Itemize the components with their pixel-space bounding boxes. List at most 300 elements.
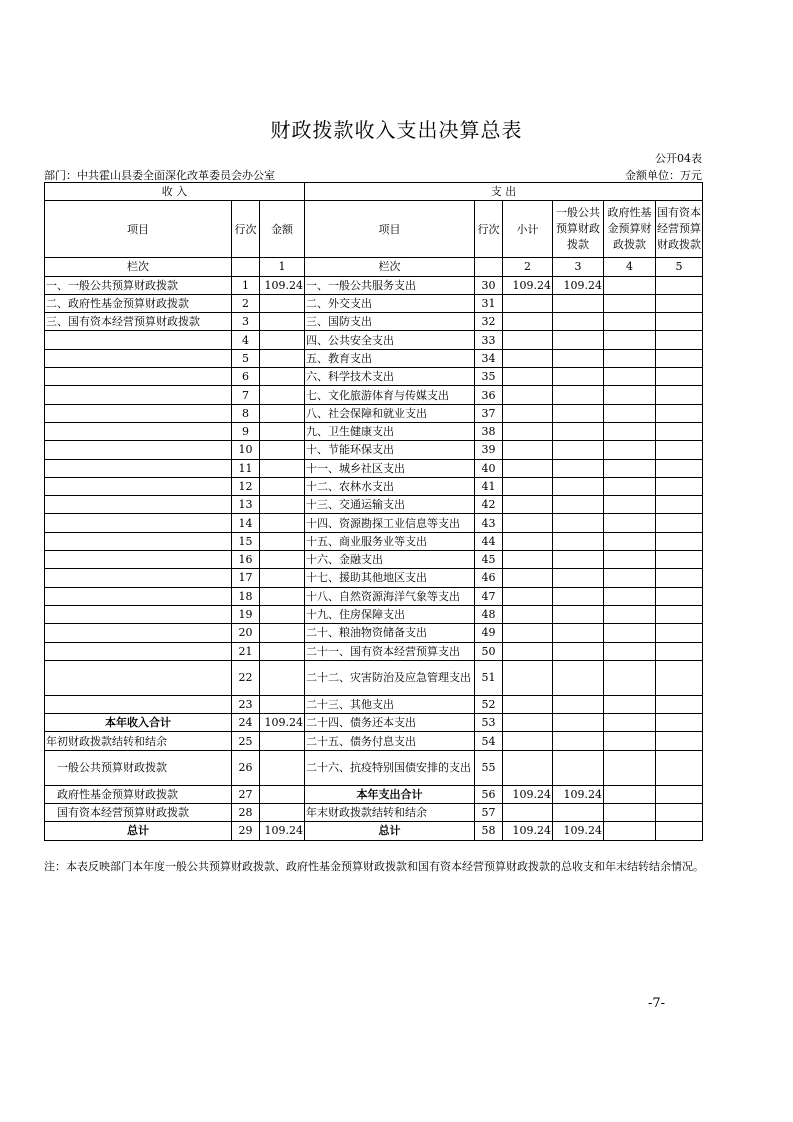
expense-subtotal: [503, 624, 553, 642]
expense-state-owned: [656, 459, 703, 477]
expense-general: [553, 313, 604, 331]
expense-gov-fund: [604, 785, 656, 803]
income-amount: [260, 804, 305, 822]
income-row-no: 28: [232, 804, 260, 822]
income-row-no: 9: [232, 422, 260, 440]
expense-row-no: 32: [475, 313, 503, 331]
expense-item: 八、社会保障和就业支出: [305, 404, 475, 422]
expense-row-no: 47: [475, 587, 503, 605]
expense-row-no: 41: [475, 477, 503, 495]
expense-item: 十九、住房保障支出: [305, 605, 475, 623]
income-item: [45, 459, 232, 477]
income-row-no: 5: [232, 349, 260, 367]
table-row: [45, 441, 703, 459]
income-item: [45, 624, 232, 642]
income-amount: [260, 477, 305, 495]
expense-subtotal: 109.24: [503, 785, 553, 803]
expense-item-header: 项目: [305, 201, 475, 258]
income-item: [45, 349, 232, 367]
expense-row-no: 30: [475, 276, 503, 294]
expense-item: 四、公共安全支出: [305, 331, 475, 349]
income-item: [45, 368, 232, 386]
income-item: [45, 477, 232, 495]
expense-row-no: 42: [475, 496, 503, 514]
expense-row-no: 36: [475, 386, 503, 404]
unit-label: 金额单位：万元: [625, 169, 702, 182]
expense-gov-fund: [604, 551, 656, 569]
table-row: [45, 714, 703, 732]
expense-subtotal: [503, 660, 553, 695]
expense-general: 109.24: [553, 822, 604, 840]
col-number-1: 1: [260, 258, 305, 276]
expense-row-no: 51: [475, 660, 503, 695]
expense-general: [553, 642, 604, 660]
expense-item: 十四、资源勘探工业信息等支出: [305, 514, 475, 532]
expense-gov-fund: [604, 822, 656, 840]
expense-state-owned: [656, 605, 703, 623]
table-row: [45, 404, 703, 422]
expense-item: 二十二、灾害防治及应急管理支出: [305, 660, 475, 695]
table-row: [45, 331, 703, 349]
expense-subtotal: [503, 514, 553, 532]
col-empty: [232, 258, 260, 276]
expense-subtotal: [503, 750, 553, 785]
income-amount: [260, 695, 305, 713]
expense-state-owned: [656, 532, 703, 550]
income-item: [45, 422, 232, 440]
expense-gov-fund: [604, 714, 656, 732]
expense-item: 总计: [305, 822, 475, 840]
expense-item: 六、科学技术支出: [305, 368, 475, 386]
expense-subtotal: [503, 714, 553, 732]
footnote: 注：本表反映部门本年度一般公共预算财政拨款、政府性基金预算财政拨款和国有资本经营预算财政拨款的总收支和年末结转结余情况。: [44, 860, 704, 873]
income-header: 收 入: [45, 183, 305, 201]
expense-state-owned: [656, 569, 703, 587]
income-amount: [260, 785, 305, 803]
income-amount: [260, 404, 305, 422]
table-row: [45, 660, 703, 695]
income-row-no: 19: [232, 605, 260, 623]
form-number: 公开04表: [655, 152, 702, 165]
expense-subtotal: [503, 349, 553, 367]
expense-subtotal: [503, 404, 553, 422]
income-row-no: 2: [232, 294, 260, 312]
expense-item: 二、外交支出: [305, 294, 475, 312]
expense-gov-fund: [604, 331, 656, 349]
income-amount: [260, 660, 305, 695]
expense-subtotal: [503, 551, 553, 569]
col-number-5: 5: [656, 258, 703, 276]
income-amount: [260, 551, 305, 569]
expense-general: [553, 386, 604, 404]
table-row: [45, 532, 703, 550]
table-row: [45, 386, 703, 404]
expense-gov-fund: [604, 642, 656, 660]
income-item: [45, 642, 232, 660]
expense-general: [553, 477, 604, 495]
expense-row-no: 55: [475, 750, 503, 785]
income-item: 总计: [45, 822, 232, 840]
table-row: [45, 477, 703, 495]
expense-gov-fund: [604, 422, 656, 440]
income-row-no: 1: [232, 276, 260, 294]
income-row-no: 15: [232, 532, 260, 550]
amount-header: 金额: [260, 201, 305, 258]
expense-general: [553, 514, 604, 532]
table-row: [45, 642, 703, 660]
income-row-no: 3: [232, 313, 260, 331]
expense-row-no: 50: [475, 642, 503, 660]
expense-general: [553, 532, 604, 550]
expense-general: [553, 624, 604, 642]
expense-gov-fund: [604, 605, 656, 623]
expense-subtotal: 109.24: [503, 822, 553, 840]
budget-table: [44, 182, 703, 841]
table-row: [45, 624, 703, 642]
income-row-no: 12: [232, 477, 260, 495]
income-amount: [260, 514, 305, 532]
income-amount: [260, 732, 305, 750]
expense-subtotal: [503, 587, 553, 605]
table-row: [45, 496, 703, 514]
income-row-no: 22: [232, 660, 260, 695]
expense-general: [553, 605, 604, 623]
col-number-4: 4: [604, 258, 656, 276]
expense-subtotal: [503, 496, 553, 514]
expense-gov-fund: [604, 496, 656, 514]
expense-state-owned: [656, 496, 703, 514]
income-item: [45, 660, 232, 695]
expense-subtotal: [503, 459, 553, 477]
col-empty-2: [475, 258, 503, 276]
column-number-row: [45, 258, 703, 276]
income-row-no: 6: [232, 368, 260, 386]
expense-gov-fund: [604, 386, 656, 404]
expense-item: 二十、粮油物资储备支出: [305, 624, 475, 642]
income-item: 本年收入合计: [45, 714, 232, 732]
expense-subtotal: [503, 441, 553, 459]
income-amount: 109.24: [260, 714, 305, 732]
expense-subtotal: [503, 642, 553, 660]
expense-general: [553, 569, 604, 587]
expense-state-owned: [656, 714, 703, 732]
income-amount: [260, 441, 305, 459]
expense-state-owned: [656, 732, 703, 750]
expense-subtotal: [503, 294, 553, 312]
table-row: [45, 822, 703, 840]
expense-row-no: 39: [475, 441, 503, 459]
income-row-no: 7: [232, 386, 260, 404]
income-row-no: 4: [232, 331, 260, 349]
income-item: 政府性基金预算财政拨款: [45, 785, 232, 803]
expense-general: [553, 459, 604, 477]
expense-general: [553, 551, 604, 569]
expense-state-owned: [656, 514, 703, 532]
table-row: [45, 368, 703, 386]
col-number-2: 2: [503, 258, 553, 276]
expense-item: 十五、商业服务业等支出: [305, 532, 475, 550]
expense-general: [553, 732, 604, 750]
table-row: [45, 349, 703, 367]
income-item: [45, 386, 232, 404]
expense-state-owned: [656, 422, 703, 440]
income-amount: [260, 624, 305, 642]
income-item: [45, 587, 232, 605]
expense-row-no: 46: [475, 569, 503, 587]
expense-state-owned: [656, 822, 703, 840]
expense-subtotal: [503, 386, 553, 404]
expense-gov-fund: [604, 587, 656, 605]
income-item: [45, 441, 232, 459]
expense-item: 一、一般公共服务支出: [305, 276, 475, 294]
income-item: [45, 404, 232, 422]
expense-state-owned: [656, 477, 703, 495]
general-budget-header: 一般公共预算财政拨款: [553, 201, 604, 258]
income-row-no: 10: [232, 441, 260, 459]
income-item: [45, 514, 232, 532]
income-row-no: 11: [232, 459, 260, 477]
expense-row-no: 48: [475, 605, 503, 623]
expense-row-no: 40: [475, 459, 503, 477]
expense-state-owned: [656, 660, 703, 695]
expense-general: [553, 294, 604, 312]
expense-subtotal: [503, 804, 553, 822]
expense-rowno-header: 行次: [475, 201, 503, 258]
expense-gov-fund: [604, 750, 656, 785]
income-row-no: 25: [232, 732, 260, 750]
table-row: [45, 732, 703, 750]
income-row-no: 17: [232, 569, 260, 587]
income-item: [45, 532, 232, 550]
income-amount: [260, 532, 305, 550]
expense-subtotal: [503, 569, 553, 587]
expense-gov-fund: [604, 349, 656, 367]
expense-row-no: 34: [475, 349, 503, 367]
table-row: [45, 294, 703, 312]
subtotal-header: 小计: [503, 201, 553, 258]
expense-item: 十二、农林水支出: [305, 477, 475, 495]
income-amount: [260, 349, 305, 367]
expense-item: 十、节能环保支出: [305, 441, 475, 459]
income-item: [45, 496, 232, 514]
expense-gov-fund: [604, 441, 656, 459]
income-row-no: 20: [232, 624, 260, 642]
page-number: -7-: [648, 996, 666, 1011]
expense-row-no: 53: [475, 714, 503, 732]
income-row-no: 18: [232, 587, 260, 605]
header-row-2: [45, 201, 703, 258]
expense-row-no: 44: [475, 532, 503, 550]
expense-gov-fund: [604, 459, 656, 477]
income-row-no: 21: [232, 642, 260, 660]
expense-row-no: 54: [475, 732, 503, 750]
income-amount: [260, 569, 305, 587]
expense-general: [553, 404, 604, 422]
col-number-3: 3: [553, 258, 604, 276]
expense-row-no: 37: [475, 404, 503, 422]
expense-subtotal: [503, 605, 553, 623]
expense-state-owned: [656, 785, 703, 803]
expense-subtotal: [503, 532, 553, 550]
income-item: [45, 551, 232, 569]
income-amount: [260, 642, 305, 660]
income-item: [45, 569, 232, 587]
expense-row-no: 43: [475, 514, 503, 532]
income-amount: [260, 331, 305, 349]
income-amount: 109.24: [260, 822, 305, 840]
expense-state-owned: [656, 441, 703, 459]
expense-gov-fund: [604, 695, 656, 713]
expense-general: [553, 660, 604, 695]
expense-state-owned: [656, 624, 703, 642]
expense-state-owned: [656, 587, 703, 605]
income-amount: [260, 386, 305, 404]
expense-gov-fund: [604, 477, 656, 495]
expense-item: 九、卫生健康支出: [305, 422, 475, 440]
page-title: 财政拨款收入支出决算总表: [270, 118, 523, 142]
table-row: [45, 695, 703, 713]
income-item: 三、国有资本经营预算财政拨款: [45, 313, 232, 331]
expense-header: 支 出: [305, 183, 703, 201]
expense-general: [553, 496, 604, 514]
income-amount: [260, 294, 305, 312]
expense-subtotal: 109.24: [503, 276, 553, 294]
expense-state-owned: [656, 349, 703, 367]
expense-item: 五、教育支出: [305, 349, 475, 367]
expense-state-owned: [656, 313, 703, 331]
table-row: [45, 605, 703, 623]
expense-state-owned: [656, 386, 703, 404]
expense-row-no: 33: [475, 331, 503, 349]
expense-general: 109.24: [553, 785, 604, 803]
expense-state-owned: [656, 404, 703, 422]
expense-state-owned: [656, 750, 703, 785]
income-item: 一般公共预算财政拨款: [45, 750, 232, 785]
income-amount: [260, 313, 305, 331]
table-row: [45, 569, 703, 587]
income-row-no: 24: [232, 714, 260, 732]
income-amount: [260, 750, 305, 785]
income-row-no: 16: [232, 551, 260, 569]
income-row-no: 23: [232, 695, 260, 713]
expense-row-no: 45: [475, 551, 503, 569]
expense-general: [553, 422, 604, 440]
table-row: [45, 804, 703, 822]
income-amount: [260, 605, 305, 623]
expense-row-no: 56: [475, 785, 503, 803]
expense-gov-fund: [604, 368, 656, 386]
expense-subtotal: [503, 422, 553, 440]
expense-gov-fund: [604, 804, 656, 822]
table-row: [45, 514, 703, 532]
expense-item: 二十四、债务还本支出: [305, 714, 475, 732]
income-row-no: 27: [232, 785, 260, 803]
expense-item: 十一、城乡社区支出: [305, 459, 475, 477]
expense-item: 二十三、其他支出: [305, 695, 475, 713]
expense-item: 十六、金融支出: [305, 551, 475, 569]
expense-item: 二十六、抗疫特别国债安排的支出: [305, 750, 475, 785]
expense-item: 年末财政拨款结转和结余: [305, 804, 475, 822]
expense-item: 十七、援助其他地区支出: [305, 569, 475, 587]
income-rowno-header: 行次: [232, 201, 260, 258]
expense-subtotal: [503, 477, 553, 495]
income-item: [45, 605, 232, 623]
expense-gov-fund: [604, 569, 656, 587]
expense-item: 十八、自然资源海洋气象等支出: [305, 587, 475, 605]
income-amount: [260, 368, 305, 386]
expense-state-owned: [656, 642, 703, 660]
income-row-no: 29: [232, 822, 260, 840]
expense-item: 三、国防支出: [305, 313, 475, 331]
income-item: 国有资本经营预算财政拨款: [45, 804, 232, 822]
income-item: [45, 695, 232, 713]
expense-gov-fund: [604, 404, 656, 422]
col-label: 栏次: [45, 258, 232, 276]
expense-gov-fund: [604, 276, 656, 294]
expense-general: [553, 441, 604, 459]
expense-row-no: 49: [475, 624, 503, 642]
income-row-no: 26: [232, 750, 260, 785]
expense-row-no: 38: [475, 422, 503, 440]
expense-subtotal: [503, 331, 553, 349]
expense-gov-fund: [604, 732, 656, 750]
expense-general: [553, 695, 604, 713]
expense-general: [553, 587, 604, 605]
col-label-2: 栏次: [305, 258, 475, 276]
table-row: [45, 587, 703, 605]
table-row: [45, 422, 703, 440]
income-amount: [260, 459, 305, 477]
expense-row-no: 35: [475, 368, 503, 386]
income-item: [45, 331, 232, 349]
expense-gov-fund: [604, 532, 656, 550]
expense-general: [553, 714, 604, 732]
expense-item: 二十五、债务付息支出: [305, 732, 475, 750]
income-item: 一、一般公共预算财政拨款: [45, 276, 232, 294]
expense-state-owned: [656, 294, 703, 312]
income-item-header: 项目: [45, 201, 232, 258]
expense-row-no: 52: [475, 695, 503, 713]
table-row: [45, 459, 703, 477]
table-row: [45, 551, 703, 569]
expense-state-owned: [656, 368, 703, 386]
expense-subtotal: [503, 695, 553, 713]
income-row-no: 14: [232, 514, 260, 532]
gov-fund-header: 政府性基金预算财政拨款: [604, 201, 656, 258]
expense-gov-fund: [604, 294, 656, 312]
expense-general: [553, 331, 604, 349]
expense-gov-fund: [604, 313, 656, 331]
expense-row-no: 31: [475, 294, 503, 312]
table-row: [45, 276, 703, 294]
table-row: [45, 750, 703, 785]
income-amount: [260, 422, 305, 440]
expense-item: 十三、交通运输支出: [305, 496, 475, 514]
expense-gov-fund: [604, 624, 656, 642]
expense-item: 七、文化旅游体育与传媒支出: [305, 386, 475, 404]
table-row: [45, 313, 703, 331]
expense-item: 本年支出合计: [305, 785, 475, 803]
income-amount: [260, 587, 305, 605]
expense-state-owned: [656, 331, 703, 349]
expense-row-no: 57: [475, 804, 503, 822]
table-row: [45, 785, 703, 803]
expense-state-owned: [656, 551, 703, 569]
expense-subtotal: [503, 368, 553, 386]
income-item: 二、政府性基金预算财政拨款: [45, 294, 232, 312]
income-item: 年初财政拨款结转和结余: [45, 732, 232, 750]
expense-general: 109.24: [553, 276, 604, 294]
